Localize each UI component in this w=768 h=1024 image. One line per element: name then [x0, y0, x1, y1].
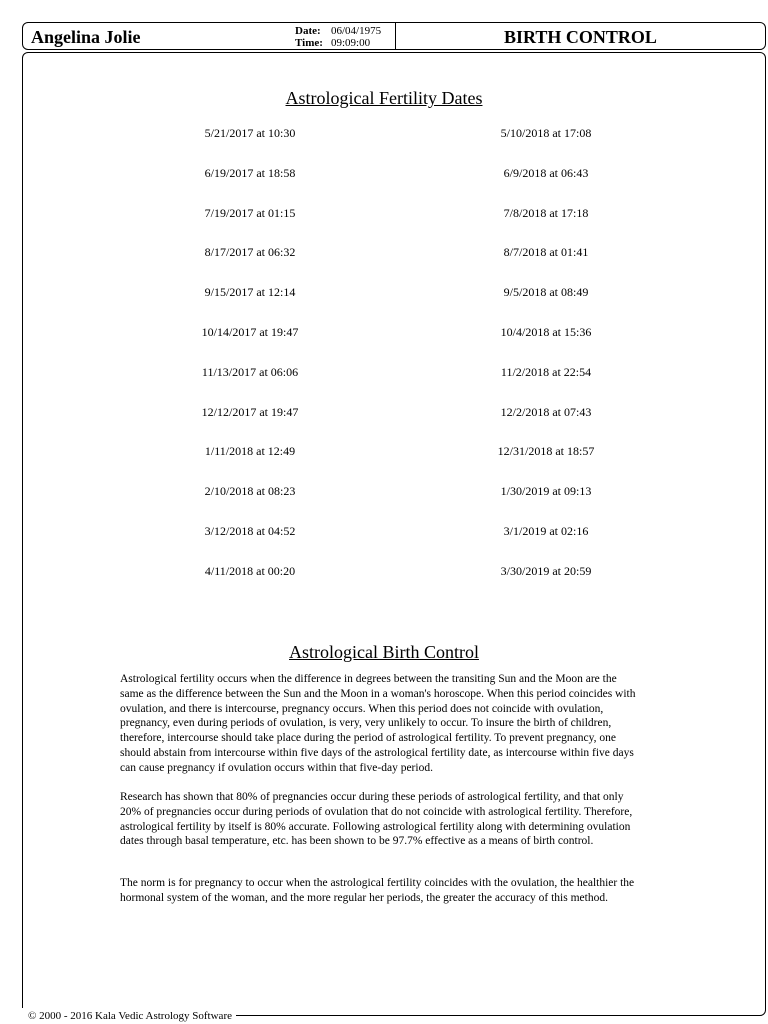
date-row: [0, 405, 768, 425]
fertility-date-left: 3/12/2018 at 04:52: [204, 524, 296, 538]
fertility-date-right: 9/5/2018 at 08:49: [503, 285, 589, 300]
report-header: [22, 22, 766, 50]
fertility-date-right: 8/7/2018 at 01:41: [503, 245, 589, 260]
paragraph-1: Astrological fertility occurs when the difference in degrees between the transiting Sun and the Moon are the same as the difference between the Sun and the Moon in a woman's horoscope. When this period coincides with ovulation, and there is intercourse, pregnancy occurs. When this period does not coincide with ovulation, pregnancy, even during periods of ovulation, is very, very unlikely to occur. To insure the birth of children, therefore, intercourse should take place during the period of astrological fertility. To prevent pregnancy, one should abstain from intercourse within five days of the astrological fertility date, as intercourse within five days can cause pregnancy if ovulation occurs within that five-day period.: [120, 673, 636, 774]
copyright-footer: © 2000 - 2016 Kala Vedic Astrology Software: [20, 1008, 236, 1024]
date-row: [0, 524, 768, 544]
birth-control-title: Astrological Birth Control: [289, 642, 479, 662]
fertility-date-right: 5/10/2018 at 17:08: [500, 126, 592, 140]
date-row: [0, 564, 768, 584]
date-row: [0, 444, 768, 464]
date-value: 06/04/1975: [331, 25, 382, 37]
date-row: [0, 484, 768, 504]
fertility-date-right: 3/30/2019 at 20:59: [500, 563, 592, 578]
fertility-date-right: 3/1/2019 at 02:16: [503, 524, 589, 538]
fertility-date-left: 5/21/2017 at 10:30: [204, 126, 296, 140]
paragraph-3: The norm is for pregnancy to occur when the astrological fertility coincides with the ovulation, the healthier the hormonal system of the woman, and the more regular her periods, the greater the accuracy of this method.: [120, 877, 635, 904]
fertility-date-right: 12/31/2018 at 18:57: [497, 444, 595, 459]
person-name: Angelina Jolie: [31, 27, 141, 47]
fertility-date-left: 11/13/2017 at 06:06: [201, 364, 299, 379]
fertility-date-left: 7/19/2017 at 01:15: [204, 205, 296, 220]
date-row: [0, 206, 768, 226]
fertility-date-left: 6/19/2017 at 18:58: [204, 165, 296, 180]
fertility-date-left: 8/17/2017 at 06:32: [204, 245, 296, 260]
report-title: BIRTH CONTROL: [504, 27, 657, 47]
time-value: 09:09:00: [331, 37, 371, 49]
fertility-date-left: 4/11/2018 at 00:20: [204, 563, 296, 578]
fertility-date-right: 11/2/2018 at 22:54: [500, 364, 592, 379]
fertility-date-left: 12/12/2017 at 19:47: [201, 404, 299, 419]
date-label: Date:: [295, 25, 321, 37]
fertility-date-left: 10/14/2017 at 19:47: [201, 325, 299, 339]
date-row: [0, 325, 768, 345]
date-row: [0, 365, 768, 385]
date-row: [0, 285, 768, 305]
fertility-date-right: 7/8/2018 at 17:18: [503, 205, 589, 220]
fertility-date-right: 1/30/2019 at 09:13: [500, 484, 592, 499]
fertility-dates-title: Astrological Fertility Dates: [285, 88, 483, 108]
fertility-date-left: 1/11/2018 at 12:49: [204, 444, 296, 459]
fertility-date-right: 6/9/2018 at 06:43: [503, 165, 589, 180]
birth-datetime: [295, 25, 381, 49]
fertility-date-left: 2/10/2018 at 08:23: [204, 484, 296, 499]
date-row: [0, 166, 768, 186]
fertility-date-left: 9/15/2017 at 12:14: [204, 285, 296, 300]
paragraph-2: Research has shown that 80% of pregnancies occur during these periods of astrological fertility, and that only 20% of pregnancies occur during periods of ovulation that do not coincide with astrological fertility. Therefore, astrological fertility by itself is 80% accurate. Following astrological fertility along with determining ovulation dates through basal temperature, etc. has been shown to be 97.7% effective as a means of birth control.: [120, 791, 633, 848]
date-row: [0, 245, 768, 265]
fertility-date-right: 12/2/2018 at 07:43: [500, 404, 592, 419]
date-row: [0, 126, 768, 146]
time-label: Time:: [295, 37, 323, 49]
fertility-date-right: 10/4/2018 at 15:36: [500, 325, 592, 339]
